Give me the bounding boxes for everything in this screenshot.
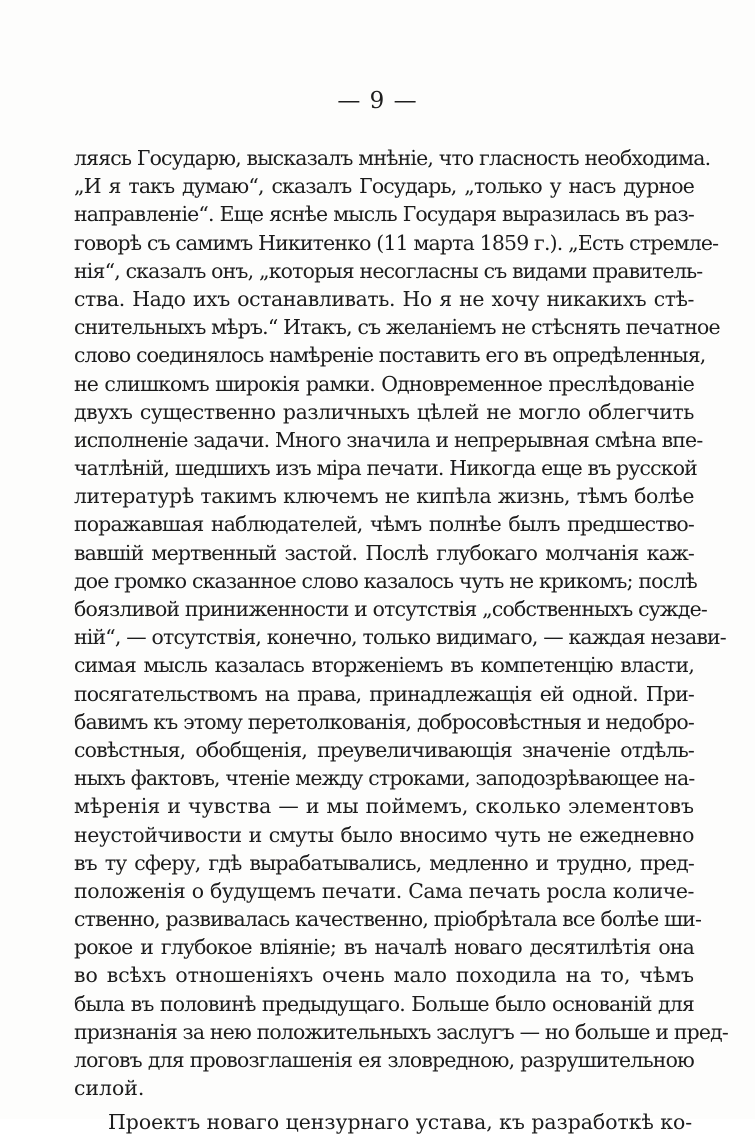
text-line: посягательствомъ на права, принадлежащія ей одной. При- [74,681,694,706]
text-line: признанія за нею положительныхъ заслугъ — но больше и пред- [74,1019,728,1044]
text-line: бавимъ къ этому перетолкованія, добросовѣстныя и недобро- [74,709,694,734]
text-line: ныхъ фактовъ, чтеніе между строками, заподозрѣвающее на- [74,766,695,791]
text-line: „И я такъ думаю“, сказалъ Государь, „только у насъ дурное [74,174,694,199]
text-line: силой. [74,1076,145,1101]
text-line: поражавшая наблюдателей, чѣмъ полнѣе былъ предшество- [74,512,694,537]
text-line: рокое и глубокое вліяніе; въ началѣ новаго десятилѣтія она [74,935,694,960]
text-line: дое громко сказанное слово казалось чуть не крикомъ; послѣ [74,568,697,593]
page-number: — 9 — [337,88,418,114]
text-line: положенія о будущемъ печати. Сама печать росла количе- [74,878,694,903]
text-line: неустойчивости и смуты было вносимо чуть не ежедневно [74,822,694,847]
text-line: двухъ существенно различныхъ цѣлей не могло облегчить [74,399,694,424]
body-text [74,144,728,1137]
text-line: во всѣхъ отношеніяхъ очень мало походила на то, чѣмъ [74,963,694,988]
text-line: нія“, сказалъ онъ, „которыя несогласны съ видами правитель- [74,258,703,283]
text-line: была въ половинѣ предыдущаго. Больше было основаній для [74,991,694,1016]
text-line: ній“, — отсутствія, конечно, только видимаго, — каждая незави- [74,625,726,650]
text-line: симая мысль казалась вторженіемъ въ компетенцію власти, [74,653,694,678]
text-line: логовъ для провозглашенія ея зловредною, разрушительною [74,1048,694,1072]
text-line: мѣренія и чувства — и мы поймемъ, сколько элементовъ [74,794,694,819]
paragraph [74,144,728,1102]
text-line: снительныхъ мѣръ.“ Итакъ, съ желаніемъ не стѣснять печатное [74,315,720,340]
text-line: говорѣ съ самимъ Никитенко (11 марта 1859 г.). „Есть стремле- [74,230,719,255]
text-line: въ ту сферу, гдѣ вырабатывались, медленно и трудно, пред- [74,850,694,875]
text-line: вавшій мертвенный застой. Послѣ глубокаго молчанія каж- [74,540,694,565]
text-line: исполненіе задачи. Много значила и непрерывная смѣна впе- [74,427,703,452]
text-line: чатлѣній, шедшихъ изъ міра печати. Никогда еще въ русской [74,456,697,481]
text-line: не слишкомъ широкія рамки. Одновременное преслѣдованіе [74,371,694,396]
text-line: боязливой приниженности и отсутствія „собственныхъ сужде- [74,597,707,621]
text-line: направленіе“. Еще яснѣе мысль Государя выразилась въ раз- [74,202,694,227]
text-line: совѣстныя, обобщенія, преувеличивающія значеніе отдѣль- [74,737,694,762]
text-line: ственно, развивалась качественно, пріобрѣтала все болѣе ши- [74,907,702,932]
text-line: слово соединялось намѣреніе поставить его въ опредѣленныя, [74,343,706,368]
text-line: ляясь Государю, высказалъ мнѣніе, что гласность необходима. [74,146,711,170]
text-line: литературѣ такимъ ключемъ не кипѣла жизнь, тѣмъ болѣе [74,484,694,509]
paragraph [74,1108,694,1136]
text-line: ства. Надо ихъ останавливать. Но я не хочу никакихъ стѣ- [74,286,694,311]
text-line: Проектъ новаго цензурнаго устава, къ разработкѣ ко- [108,1110,693,1135]
